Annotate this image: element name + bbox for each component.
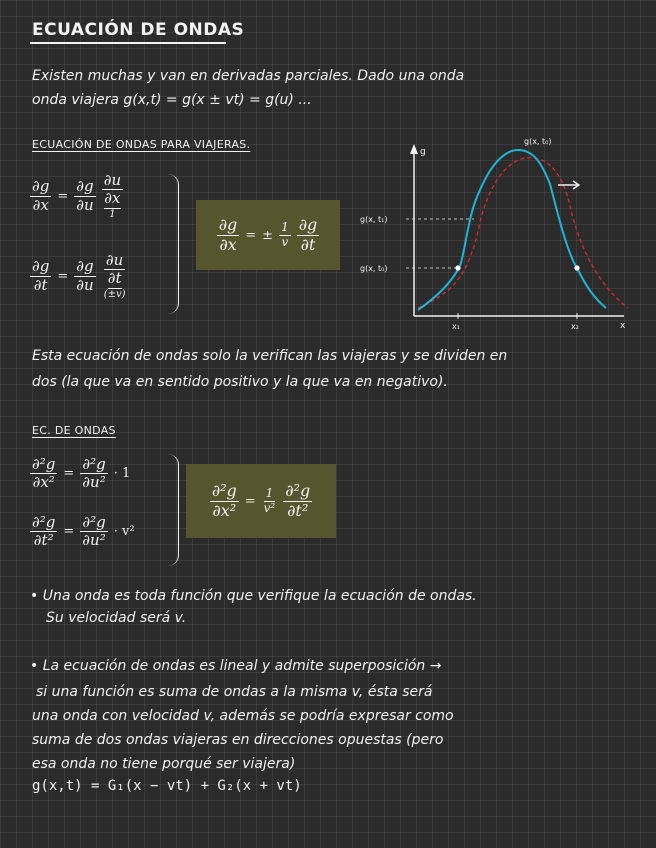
section-heading-traveling: ECUACIÓN DE ONDAS PARA VIAJERAS. — [32, 138, 251, 151]
wave-solid — [418, 150, 606, 310]
second-derivative-t: $\frac{\text{∂²g}}{\text{∂t²}}$ = $\frac{\text{∂²g}}{\text{∂u²}}$ · v² — [32, 513, 135, 550]
second-derivative-x: $\frac{\text{∂²g}}{\text{∂x²}}$ = $\frac{\text{∂²g}}{\text{∂u²}}$ · 1 — [32, 455, 131, 492]
bullet2-line-5: esa onda no tiene porqué ser viajera) — [32, 756, 296, 772]
bullet1-line-1: • Una onda es toda función que verifique la ecuación de ondas. — [30, 588, 477, 604]
wave-dashed — [418, 158, 628, 308]
intro-line-2: onda viajera g(x,t) = g(x ± vt) = g(u) ... — [32, 92, 312, 108]
bullet2-line-2: si una función es suma de ondas a la misma v, ésta será — [36, 684, 433, 700]
bullet2-line-3: una onda con velocidad v, además se podría expresar como — [32, 708, 454, 724]
bullet1-line-2: Su velocidad será v. — [46, 610, 187, 626]
wave-graph — [356, 132, 640, 336]
level1-label: g(x, t₁) — [360, 215, 388, 224]
bullet2-line-4: suma de dos ondas viajeras en direcciones opuestas (pero — [32, 732, 444, 748]
level2-label: g(x, t₀) — [360, 264, 388, 273]
peak-label: g(x, t₀) — [524, 137, 552, 146]
chain-rule-t: $\frac{\partial g}{\partial t}$ = $\frac{\partial g}{\partial u}$ ∂u ∂t (±v) — [32, 251, 126, 300]
superposition-formula: g(x,t) = G₁(x − vt) + G₂(x + vt) — [32, 778, 302, 794]
frac: $\frac{\partial g}{\partial x}$ — [32, 177, 50, 214]
title-underline — [30, 42, 226, 44]
page-title: ECUACIÓN DE ONDAS — [32, 20, 245, 40]
result-box-wave-eq: $\frac{\text{∂²g}}{\text{∂x²}}$ = $\frac{1}{\text{v²}}$ $\frac{\text{∂²g}}{\text{∂t²}}$ — [186, 464, 336, 538]
point-left — [455, 265, 460, 270]
bullet2-line-1: • La ecuación de ondas es lineal y admite superposición → — [30, 658, 442, 674]
section-heading-wave-eq: EC. DE ONDAS — [32, 424, 116, 437]
point-right — [574, 265, 579, 270]
tick-label-x2: x₂ — [571, 322, 579, 331]
brace-section1 — [168, 174, 179, 314]
result-box-traveling: $\frac{\partial g}{\partial x}$ = ± $\frac{1}{v}$ $\frac{\partial g}{\partial t}$ — [196, 200, 340, 270]
y-axis-label: g — [420, 147, 426, 157]
x-axis-label: x — [620, 321, 626, 331]
brace-section2 — [168, 454, 179, 566]
para2-line-1: Esta ecuación de ondas solo la verifican las viajeras y se dividen en — [32, 348, 508, 364]
y-axis-arrow-icon — [410, 144, 418, 154]
tick-label-x1: x₁ — [452, 322, 460, 331]
chain-rule-x: $\frac{\partial g}{\partial x}$ = $\frac{\partial g}{\partial u}$ ∂u ∂x 1 — [32, 171, 122, 220]
intro-line-1: Existen muchas y van en derivadas parciales. Dado una onda — [32, 68, 465, 84]
para2-line-2: dos (la que va en sentido positivo y la que va en negativo). — [32, 374, 448, 390]
